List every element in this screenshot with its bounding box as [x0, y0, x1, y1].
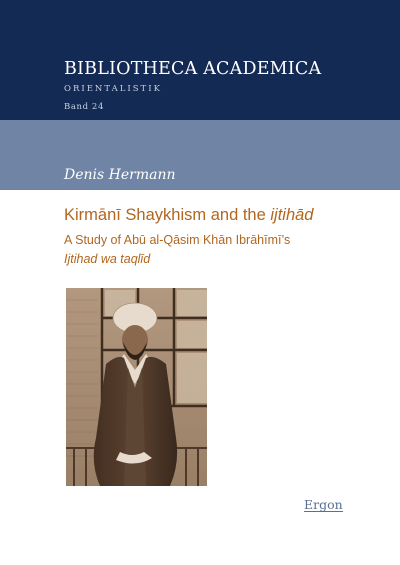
- book-title-italic: ijtihād: [270, 206, 314, 224]
- series-volume: Band 24: [64, 102, 104, 112]
- publisher-logo: Ergon: [304, 497, 343, 512]
- photo-tone: [66, 288, 207, 486]
- book-subtitle-line2: Ijtihad wa taqlīd: [64, 252, 151, 266]
- book-title-main: Kirmānī Shaykhism and the: [64, 206, 271, 224]
- series-subtitle: ORIENTALISTIK: [64, 84, 162, 94]
- series-title: BIBLIOTHECA ACADEMICA: [64, 59, 322, 79]
- cover-photo: [66, 288, 207, 486]
- book-title: [64, 206, 313, 225]
- author-band: [0, 120, 400, 190]
- author-name: Denis Hermann: [64, 167, 176, 183]
- book-subtitle-line1: A Study of Abū al-Qāsim Khān Ibrāhīmī’s: [64, 233, 291, 247]
